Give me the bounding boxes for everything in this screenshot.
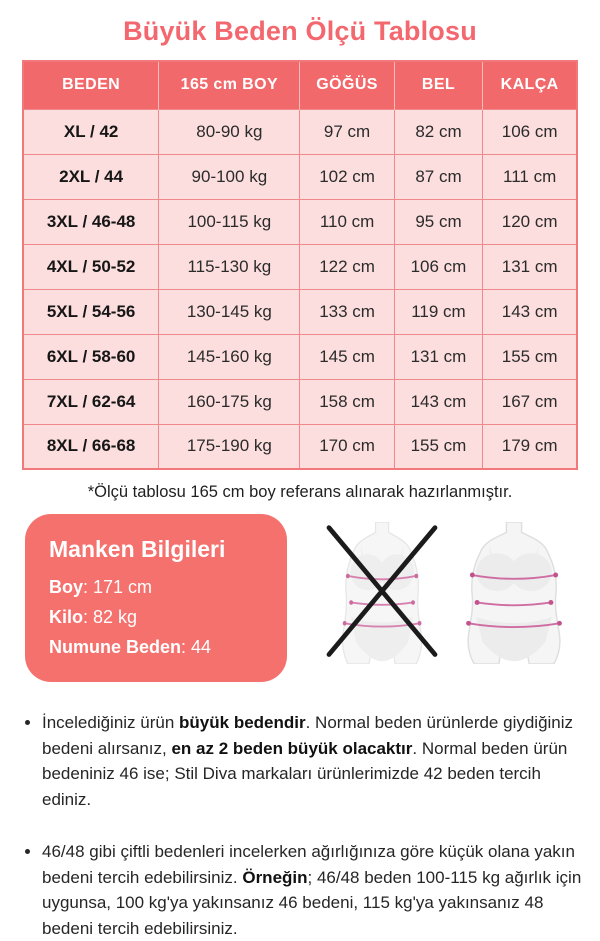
table-row (23, 244, 577, 289)
value-cell: 167 cm (483, 379, 577, 424)
value-cell: 106 cm (483, 109, 577, 154)
column-header: KALÇA (483, 61, 577, 109)
value-cell: 133 cm (300, 289, 394, 334)
column-header: GÖĞÜS (300, 61, 394, 109)
size-cell: 2XL / 44 (23, 154, 159, 199)
value-cell: 179 cm (483, 424, 577, 469)
value-cell: 131 cm (483, 244, 577, 289)
value-cell: 119 cm (394, 289, 483, 334)
note-item: • 46/48 gibi çiftli bedenleri incelerken ağırlığınıza göre küçük olana yakın bedeni tercih edebilirsiniz. Örneğin; 46/48 beden 100-115 kg ağırlık için uygunsa, 100 kg'ya yakınsanız 46 bedeni, 115 kg'ya yakınsanız 48 bedeni tercih edebilirsiniz. (42, 839, 582, 941)
table-row (23, 289, 577, 334)
model-info-field: Boy: 171 cm (49, 577, 153, 597)
model-info-card (25, 514, 287, 682)
size-table (22, 60, 578, 470)
value-cell: 90-100 kg (159, 154, 300, 199)
value-cell: 115-130 kg (159, 244, 300, 289)
table-footnote: *Ölçü tablosu 165 cm boy referans alınarak hazırlanmıştır. (87, 483, 513, 501)
value-cell: 95 cm (394, 199, 483, 244)
fit-illustrations (287, 514, 575, 664)
size-cell: 7XL / 62-64 (23, 379, 159, 424)
value-cell: 111 cm (483, 154, 577, 199)
size-chart-page (0, 16, 600, 941)
value-cell: 82 cm (394, 109, 483, 154)
table-row (23, 109, 577, 154)
size-cell: 5XL / 54-56 (23, 289, 159, 334)
size-cell: XL / 42 (23, 109, 159, 154)
size-cell: 4XL / 50-52 (23, 244, 159, 289)
table-row (23, 154, 577, 199)
size-table-body (23, 109, 577, 469)
value-cell: 160-175 kg (159, 379, 300, 424)
slim-body-crossed-icon (323, 522, 441, 664)
value-cell: 143 cm (483, 289, 577, 334)
model-info-field: Numune Beden: 44 (49, 637, 212, 657)
value-cell: 97 cm (300, 109, 394, 154)
model-info-title: Manken Bilgileri (49, 536, 226, 562)
notes-list (26, 710, 582, 941)
note-item: • İncelediğiniz ürün büyük bedendir. Normal beden ürünlerde giydiğiniz bedeni alırsanız, en az 2 beden büyük olacaktır. Normal beden ürün bedeniniz 46 ise; Stil Diva markaları ürünlerimizde 42 beden tercih ediniz. (42, 710, 582, 812)
column-header: 165 cm BOY (159, 61, 300, 109)
value-cell: 130-145 kg (159, 289, 300, 334)
table-row (23, 334, 577, 379)
value-cell: 145-160 kg (159, 334, 300, 379)
value-cell: 170 cm (300, 424, 394, 469)
value-cell: 131 cm (394, 334, 483, 379)
size-cell: 6XL / 58-60 (23, 334, 159, 379)
value-cell: 155 cm (483, 334, 577, 379)
table-row (23, 379, 577, 424)
value-cell: 158 cm (300, 379, 394, 424)
value-cell: 80-90 kg (159, 109, 300, 154)
column-header: BEL (394, 61, 483, 109)
page-title: Büyük Beden Ölçü Tablosu (123, 16, 477, 46)
value-cell: 175-190 kg (159, 424, 300, 469)
value-cell: 122 cm (300, 244, 394, 289)
plus-size-body-icon (455, 522, 573, 664)
value-cell: 120 cm (483, 199, 577, 244)
value-cell: 110 cm (300, 199, 394, 244)
size-table-head (23, 61, 577, 109)
model-info-field: Kilo: 82 kg (49, 607, 138, 627)
value-cell: 102 cm (300, 154, 394, 199)
size-table-header-row (23, 61, 577, 109)
model-info-fields (49, 577, 263, 658)
value-cell: 87 cm (394, 154, 483, 199)
size-cell: 8XL / 66-68 (23, 424, 159, 469)
model-info-section (25, 514, 575, 682)
column-header: BEDEN (23, 61, 159, 109)
value-cell: 145 cm (300, 334, 394, 379)
correct-fit-figure (455, 522, 573, 664)
size-cell: 3XL / 46-48 (23, 199, 159, 244)
table-row (23, 199, 577, 244)
table-row (23, 424, 577, 469)
value-cell: 155 cm (394, 424, 483, 469)
wrong-fit-figure (323, 522, 441, 664)
value-cell: 100-115 kg (159, 199, 300, 244)
value-cell: 143 cm (394, 379, 483, 424)
value-cell: 106 cm (394, 244, 483, 289)
